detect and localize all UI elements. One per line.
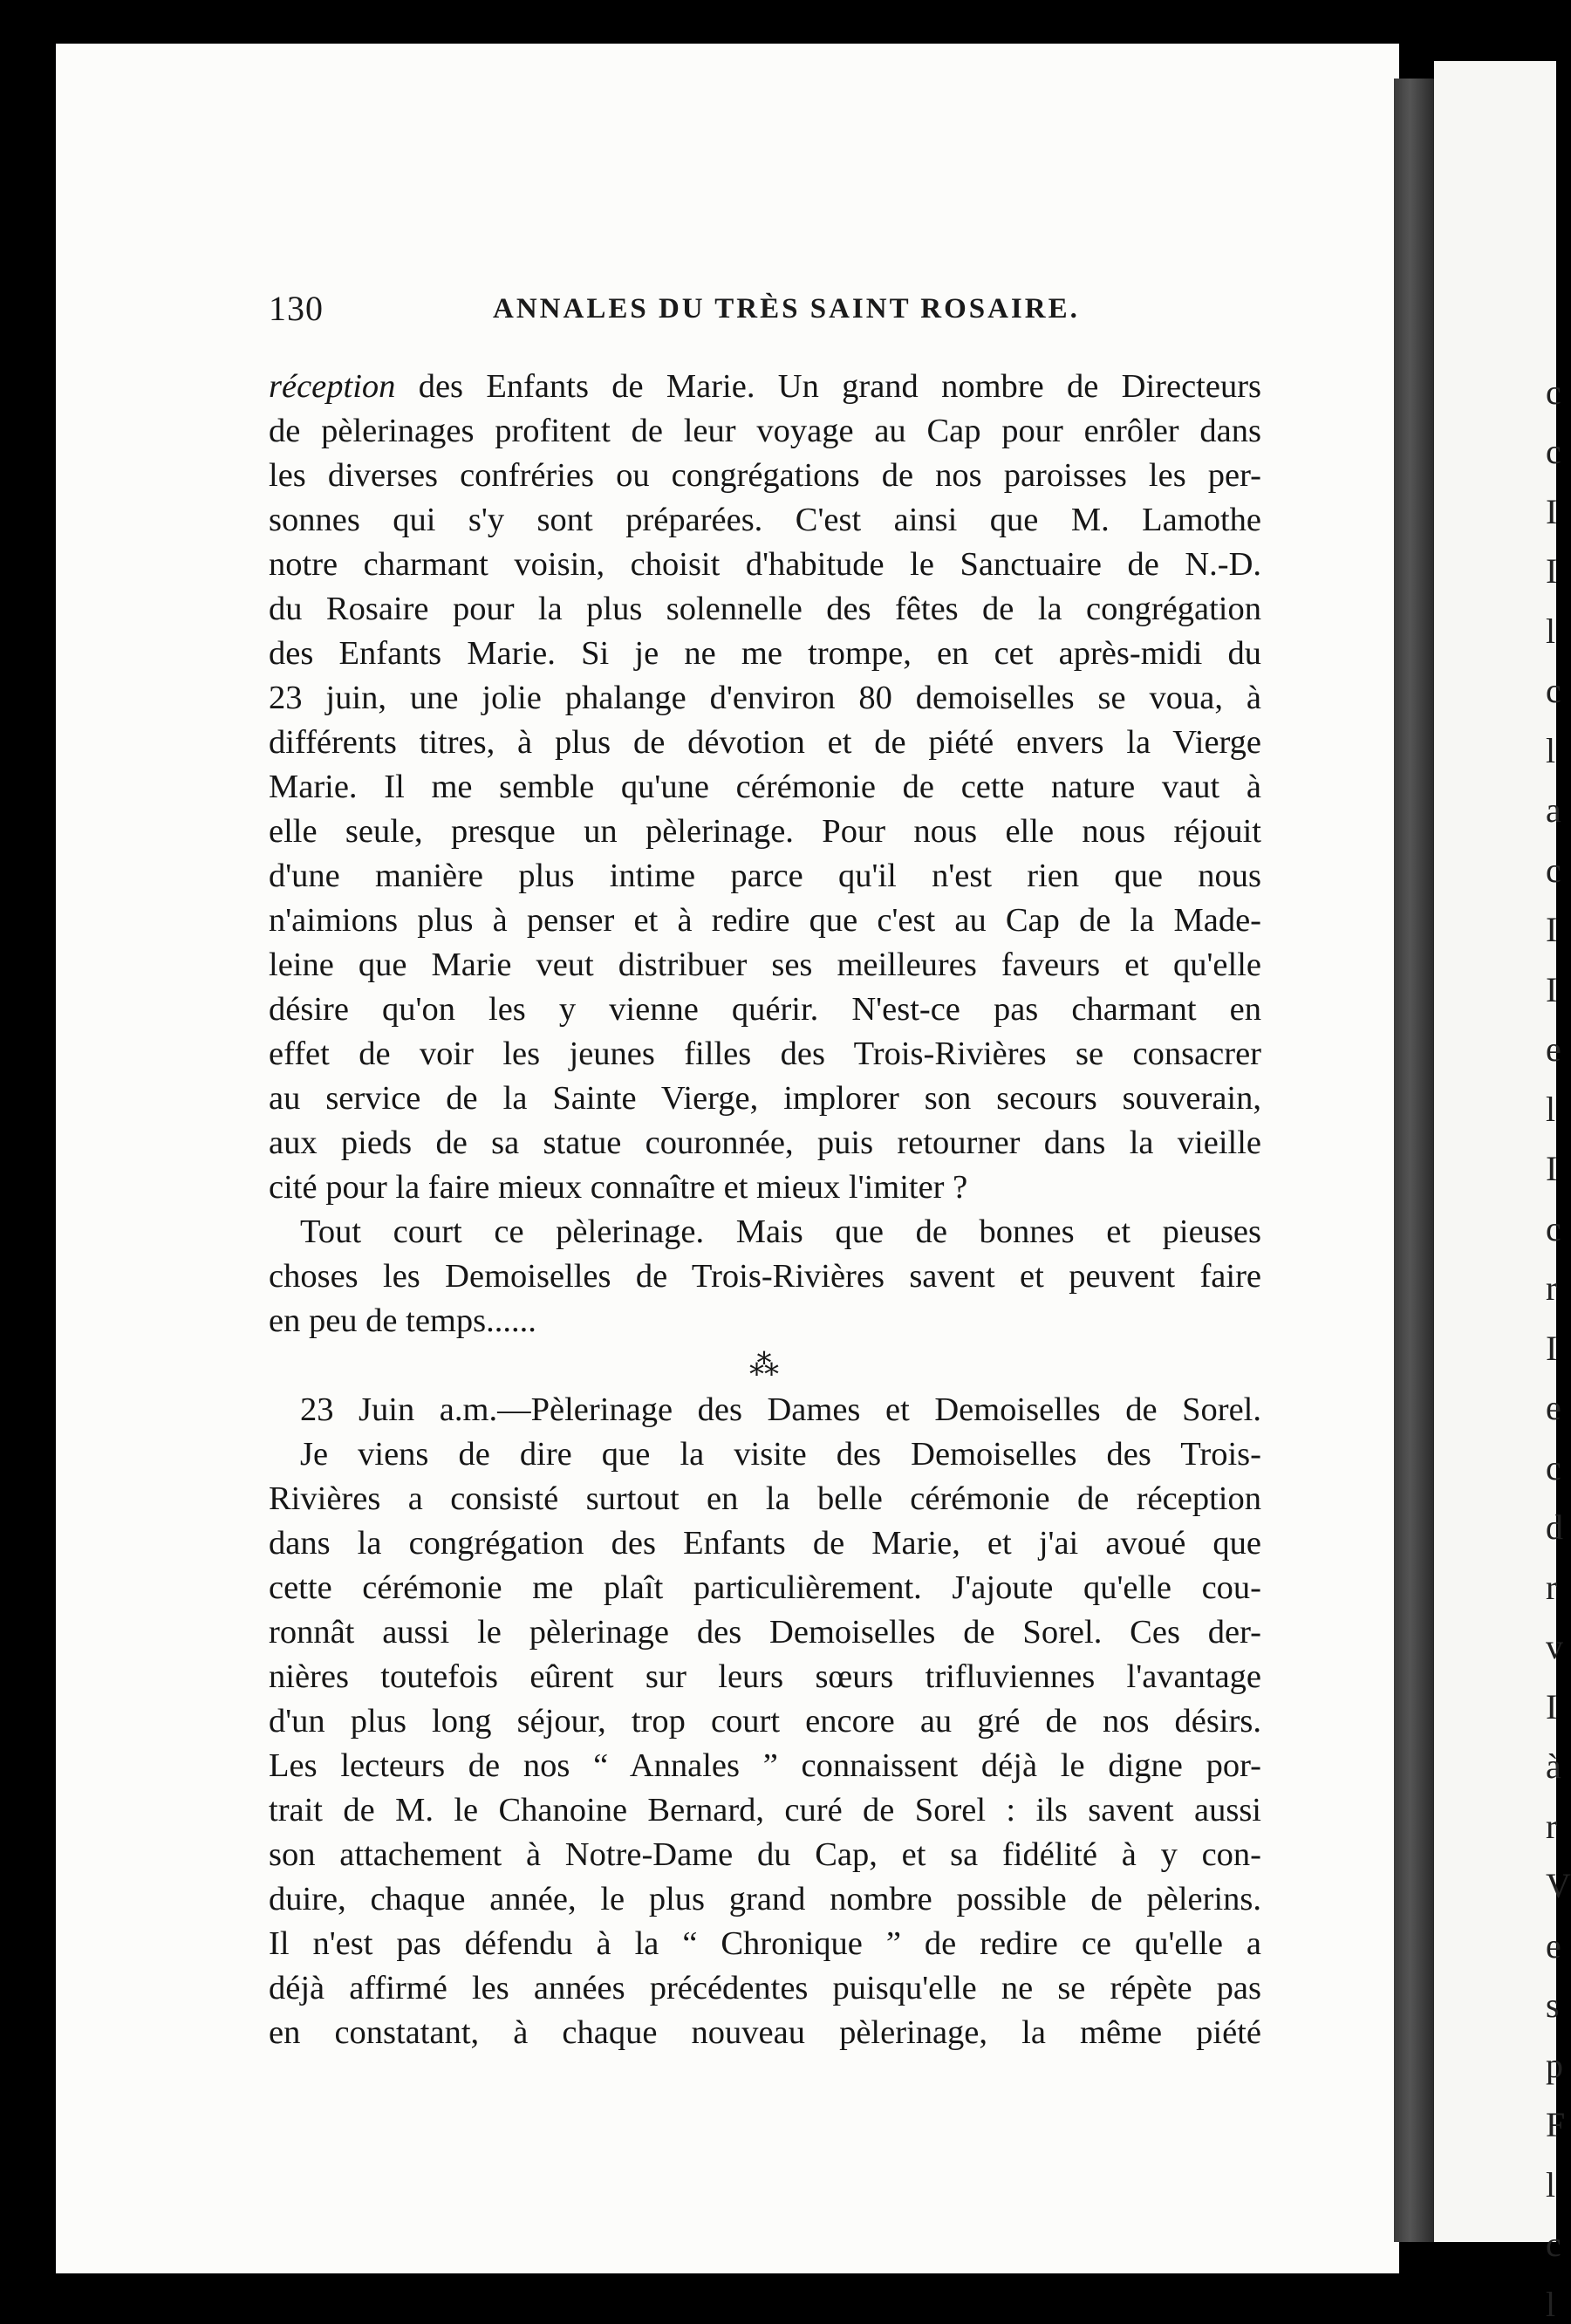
text-line: Rivières a consisté surtout en la belle cérémonie de réception [269,1480,1261,1517]
adjacent-page-fragment: à [1546,1746,1561,1787]
adjacent-page-fragment: I [1546,551,1558,591]
adjacent-page-fragment: c [1546,2225,1561,2265]
text-line: Je viens de dire que la visite des Demoiselles des Trois- [300,1436,1261,1473]
adjacent-page-fragment: l [1546,2164,1556,2204]
text-line: désire qu'on les y vienne quérir. N'est-ce pas charmant en [269,991,1261,1028]
text-line: différents titres, à plus de dévotion et de piété envers la Vierge [269,724,1261,761]
text-line: duire, chaque année, le plus grand nombre possible de pèlerins. [269,1881,1261,1917]
adjacent-page-fragment: p [1546,2045,1563,2085]
text-line: des Enfants Marie. Si je ne me trompe, en cet après-midi du [269,635,1261,672]
adjacent-page-edge [1434,61,1571,2324]
italic-word: réception [269,368,396,405]
adjacent-page-fragment: I [1546,1686,1558,1726]
adjacent-page-fragment: e [1546,1925,1561,1965]
text-line: Marie. Il me semble qu'une cérémonie de cette nature vaut à [269,769,1261,805]
adjacent-page-fragment: a [1546,790,1561,830]
adjacent-page-fragment: c [1546,850,1561,890]
adjacent-page-fragment: l [1546,1089,1556,1129]
adjacent-page-fragment: s [1546,1986,1560,2026]
text-line: notre charmant voisin, choisit d'habitude le Sanctuaire de N.-D. [269,546,1261,583]
text-line: cette cérémonie me plaît particulièrement. J'ajoute qu'elle cou- [269,1569,1261,1606]
text-line: déjà affirmé les années précédentes puisqu'elle ne se répète pas [269,1970,1261,2006]
adjacent-page-fragment: c [1546,671,1561,711]
text-line: Il n'est pas défendu à la “ Chronique ” de redire ce qu'elle a [269,1925,1261,1962]
adjacent-page-fragment: I [1546,491,1558,531]
adjacent-page-fragment: r [1546,1567,1558,1607]
adjacent-page-fragment: l [1546,730,1556,770]
text-line: ronnât aussi le pèlerinage des Demoiselles de Sorel. Ces der- [269,1614,1261,1651]
text-line: aux pieds de sa statue couronnée, puis retourner dans la vieille [269,1124,1261,1161]
text-line: en constatant, à chaque nouveau pèlerinage, la même piété [269,2014,1261,2051]
text-line: de pèlerinages profitent de leur voyage au Cap pour enrôler dans [269,413,1261,449]
text-line: Tout court ce pèlerinage. Mais que de bonnes et pieuses [300,1213,1261,1250]
adjacent-page-fragment: c [1546,432,1561,472]
adjacent-page-fragment: I [1546,910,1558,950]
text-line: réception des Enfants de Marie. Un grand nombre de Directeurs [269,368,1261,405]
text-line: Les lecteurs de nos “ Annales ” connaissent déjà le digne por- [269,1747,1261,1784]
adjacent-page-fragment: e [1546,1029,1561,1070]
text-line: d'un plus long séjour, trop court encore au gré de nos désirs. [269,1703,1261,1740]
page-gutter-shadow [1394,79,1434,2242]
text-line: 23 Juin a.m.—Pèlerinage des Dames et Demoiselles de Sorel. [300,1391,1261,1428]
body-text [269,365,1261,2055]
running-head [269,288,1263,335]
text-line: dans la congrégation des Enfants de Marie, et j'ai avoué que [269,1525,1261,1562]
text-line: trait de M. le Chanoine Bernard, curé de Sorel : ils savent aussi [269,1792,1261,1828]
text-line: n'aimions plus à penser et à redire que c'est au Cap de la Made- [269,902,1261,939]
text-line: nières toutefois eûrent sur leurs sœurs trifluviennes l'avantage [269,1658,1261,1695]
adjacent-page-fragment: l [1546,611,1556,651]
adjacent-page-fragment: F [1546,2105,1566,2145]
adjacent-page-fragment: c [1546,1208,1561,1248]
text-line: effet de voir les jeunes filles des Trois-Rivières se consacrer [269,1036,1261,1072]
text-line: leine que Marie veut distribuer ses meilleures faveurs et qu'elle [269,947,1261,983]
adjacent-page-fragment: V [1546,1866,1571,1906]
text-line: choses les Demoiselles de Trois-Rivières savent et peuvent faire [269,1258,1261,1295]
adjacent-page-fragment: c [1546,1447,1561,1487]
adjacent-page-fragment: l [1546,2284,1556,2324]
text-line: du Rosaire pour la plus solennelle des fêtes de la congrégation [269,591,1261,627]
adjacent-page-fragment: e [1546,1388,1561,1428]
text-line: 23 juin, une jolie phalange d'environ 80 demoiselles se voua, à [269,680,1261,716]
text-line: au service de la Sainte Vierge, implorer son secours souverain, [269,1080,1261,1117]
text-line: elle seule, presque un pèlerinage. Pour nous elle nous réjouit [269,813,1261,850]
adjacent-page-fragment: I [1546,969,1558,1009]
text-line: cité pour la faire mieux connaître et mieux l'imiter ? [269,1169,968,1206]
text-line: d'une manière plus intime parce qu'il n'est rien que nous [269,858,1261,894]
text-line: en peu de temps...... [269,1302,536,1339]
adjacent-page-fragment: c [1546,373,1561,412]
adjacent-page-fragment: d [1546,1507,1563,1548]
text-line: sonnes qui s'y sont préparées. C'est ainsi que M. Lamothe [269,502,1261,538]
adjacent-page-fragment: r [1546,1268,1558,1309]
running-title: ANNALES DU TRÈS SAINT ROSAIRE. [493,293,1080,325]
adjacent-page-fragment: I [1546,1328,1558,1368]
adjacent-page-fragment: v [1546,1627,1563,1667]
text-line: son attachement à Notre-Dame du Cap, et sa fidélité à y con- [269,1836,1261,1873]
adjacent-page-fragment: r [1546,1806,1558,1846]
page-number: 130 [269,289,324,328]
section-asterism: ⁂ [749,1350,781,1382]
text-line: les diverses confréries ou congrégations de nos paroisses les per- [269,457,1261,494]
adjacent-page-fragment: I [1546,1149,1558,1189]
